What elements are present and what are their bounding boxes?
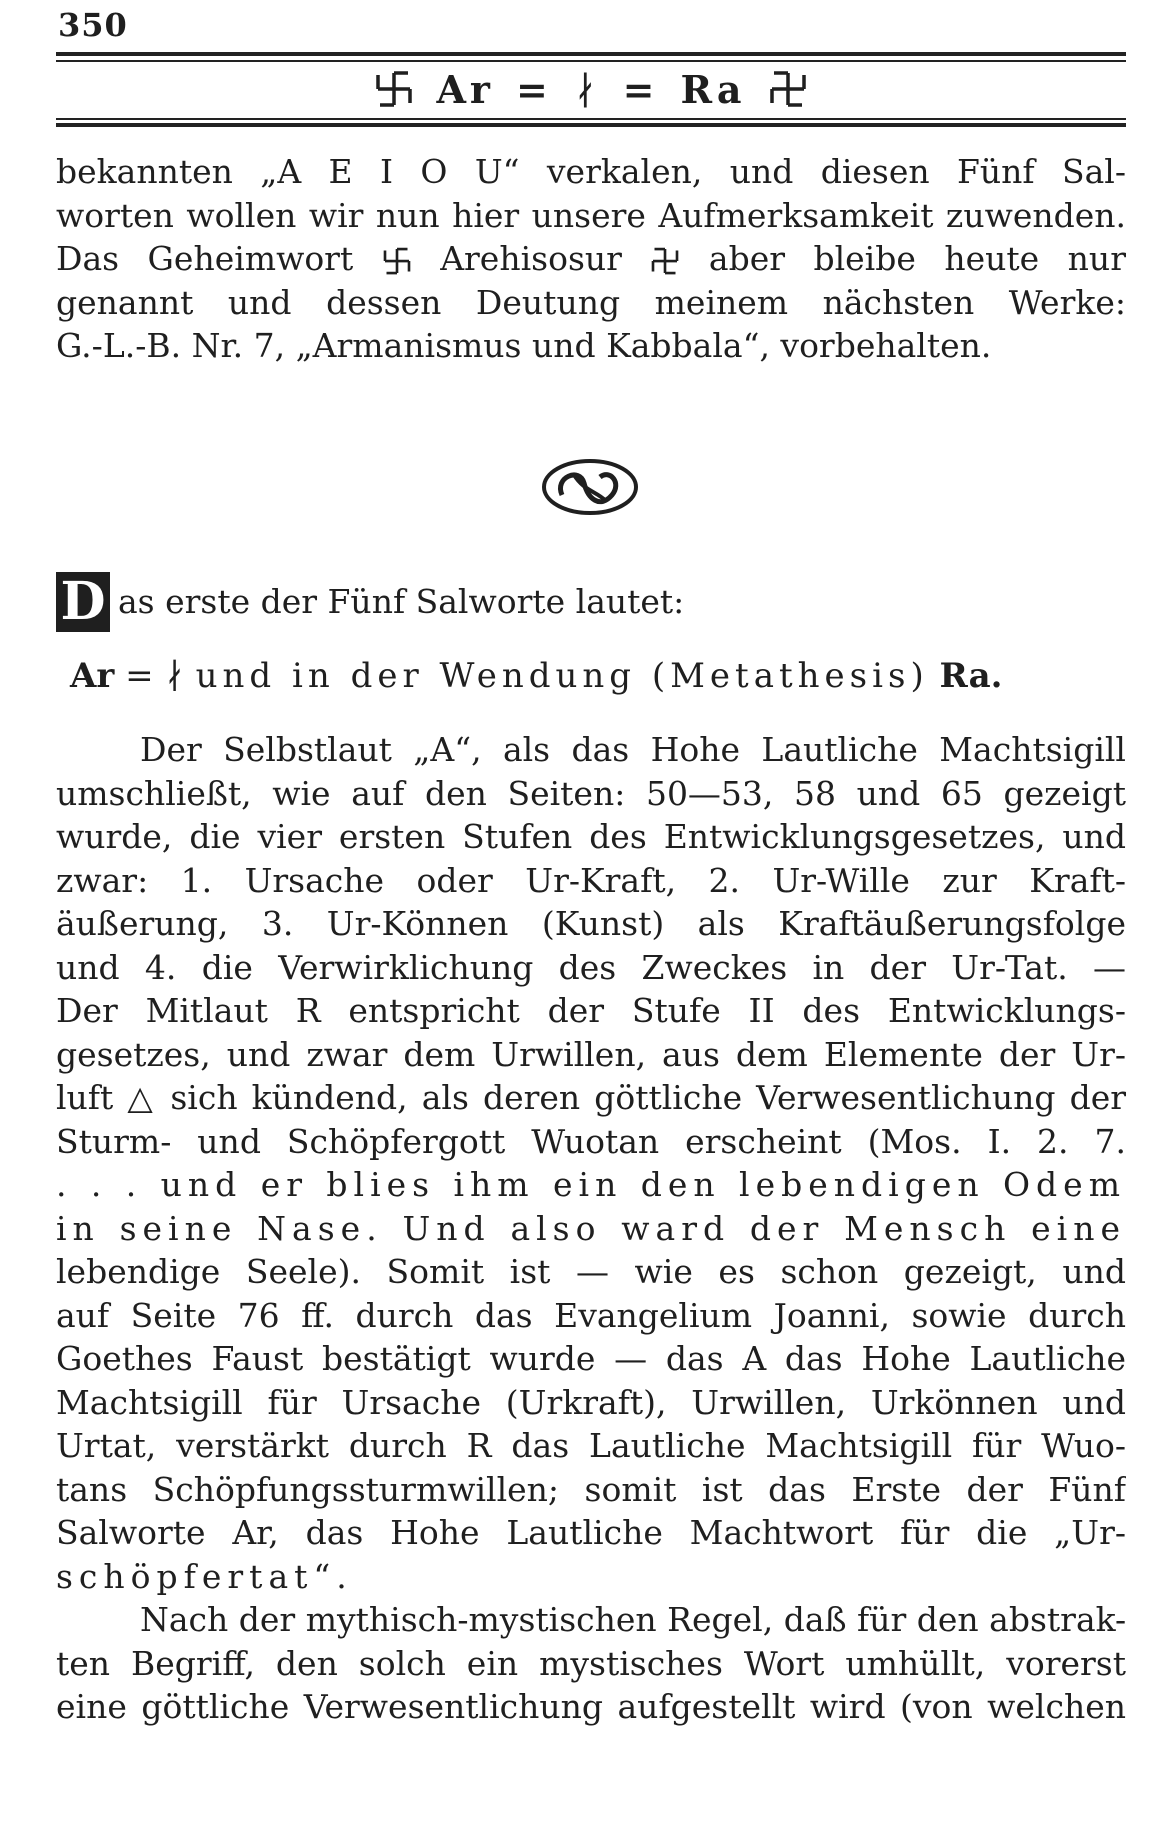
fylfot-left-icon xyxy=(374,69,414,109)
header-rule xyxy=(56,52,1126,56)
text-fragment: Arehisosur xyxy=(440,239,622,278)
text-line: eine göttliche Verwesentlichung aufgestellt wird (von welchen xyxy=(56,1687,1126,1726)
header-equals-2: = xyxy=(622,66,659,112)
text-line: Machtsigill für Ursache (Urkraft), Urwillen, Urkönnen und xyxy=(56,1382,1126,1422)
text-line: Nach der mythisch-mystischen Regel, daß für den abstrak- xyxy=(140,1600,1126,1639)
text-line: worten wollen wir nun hier unsere Aufmerksamkeit zuwenden. xyxy=(56,195,1126,235)
formula-line xyxy=(70,656,1100,696)
text-line: Der Selbstlaut „A“, als das Hohe Lautliche Machtsigill xyxy=(140,730,1126,769)
text-line: auf Seite 76 ff. durch das Evangelium Joanni, sowie durch xyxy=(56,1295,1126,1335)
running-header xyxy=(56,64,1126,114)
text-line: G.-L.-B. Nr. 7, „Armanismus und Kabbala“, vorbehalten. xyxy=(56,326,992,365)
text-line: Urtat, verstärkt durch R das Lautliche Machtsigill für Wuo- xyxy=(56,1426,1126,1465)
text-line: zwar: 1. Ursache oder Ur-Kraft, 2. Ur-Wille zur Kraft- xyxy=(56,860,1126,900)
drop-cap: D xyxy=(56,572,110,632)
header-ra: Ra xyxy=(680,66,746,112)
text-line xyxy=(56,237,1126,281)
formula-text: und in der Wendung (Metathesis) xyxy=(195,656,929,696)
formula-ra: Ra. xyxy=(939,656,1003,696)
header-equals: = xyxy=(515,66,552,112)
text-line: . . . und er blies ihm ein den lebendigen Odem xyxy=(56,1165,1126,1204)
text-line: äußerung, 3. Ur-Können (Kunst) als Kraftäußerungsfolge xyxy=(56,904,1126,943)
ornament-icon xyxy=(540,455,640,519)
text-line: Der Mitlaut R entspricht der Stufe II des Entwicklungs- xyxy=(56,991,1126,1030)
fylfot-icon xyxy=(382,246,412,276)
formula-ar: Ar xyxy=(70,656,115,696)
text-line: Sturm- und Schöpfergott Wuotan erscheint (Mos. I. 2. 7. xyxy=(56,1121,1126,1161)
body-text xyxy=(56,728,1126,1729)
header-rule xyxy=(56,123,1126,127)
text-line: wurde, die vier ersten Stufen des Entwicklungsgesetzes, und xyxy=(56,817,1126,856)
text-line: Goethes Faust bestätigt wurde — das A das Hohe Lautliche xyxy=(56,1339,1126,1378)
text-line: gesetzes, und zwar dem Urwillen, aus dem Elemente der Ur- xyxy=(56,1034,1126,1074)
text-line: Salworte Ar, das Hohe Lautliche Machtwort für die „Ur- xyxy=(56,1513,1126,1552)
fylfot-icon xyxy=(650,246,680,276)
text-line: und 4. die Verwirklichung des Zweckes in der Ur-Tat. — xyxy=(56,947,1126,987)
text-line: schöpfertat“. xyxy=(56,1556,353,1596)
section-first-line: as erste der Fünf Salworte lautet: xyxy=(118,582,685,621)
header-rune: ᛅ xyxy=(573,66,601,112)
text-fragment: aber bleibe heute nur xyxy=(708,239,1126,278)
header-rule xyxy=(56,118,1126,120)
text-line: luft △ sich kündend, als deren göttliche Verwesentlichung der xyxy=(56,1078,1126,1117)
formula-rune: ᛅ xyxy=(164,656,185,696)
text-line: ten Begriff, den solch ein mystisches Wort umhüllt, vorerst xyxy=(56,1643,1126,1683)
header-ar: Ar xyxy=(436,66,494,112)
formula-equals: = xyxy=(125,656,154,696)
text-line: umschließt, wie auf den Seiten: 50—53, 58 und 65 gezeigt xyxy=(56,773,1126,813)
text-line: genannt und dessen Deutung meinem nächsten Werke: xyxy=(56,282,1126,322)
header-rule xyxy=(56,60,1126,62)
page-number: 350 xyxy=(58,6,128,44)
text-line: in seine Nase. Und also ward der Mensch eine xyxy=(56,1208,1126,1248)
intro-paragraph xyxy=(56,150,1126,368)
text-line: lebendige Seele). Somit ist — wie es schon gezeigt, und xyxy=(56,1252,1126,1291)
text-line: tans Schöpfungssturmwillen; somit ist das Erste der Fünf xyxy=(56,1469,1126,1509)
text-line: bekannten „A E I O U“ verkalen, und diesen Fünf Sal- xyxy=(56,152,1126,191)
text-fragment: Das Geheimwort xyxy=(56,239,354,278)
fylfot-right-icon xyxy=(768,69,808,109)
